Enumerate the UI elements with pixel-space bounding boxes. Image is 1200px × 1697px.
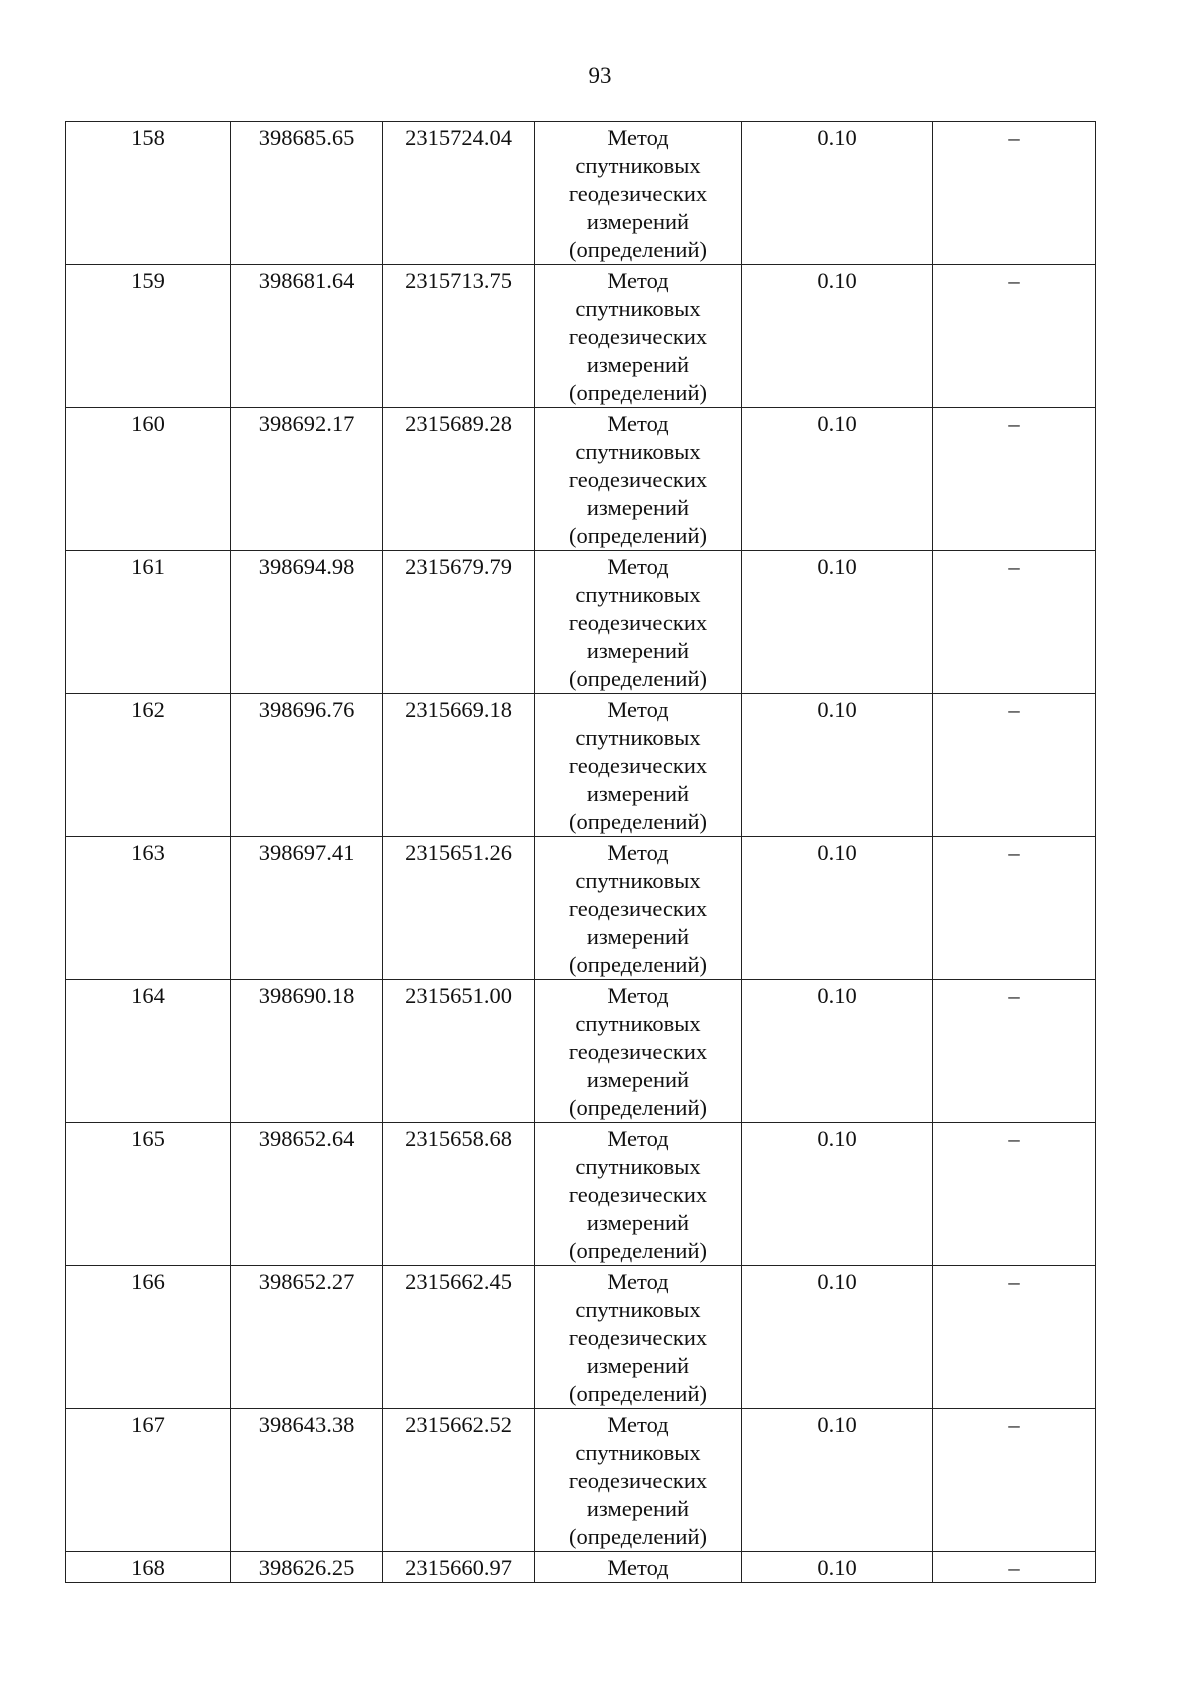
method-line: (определений) (569, 1524, 707, 1549)
method-cell (535, 1409, 742, 1552)
method-line: (определений) (569, 1095, 707, 1120)
method-line: Метод (607, 1126, 669, 1151)
accuracy-cell: 0.10 (742, 694, 933, 837)
method-cell (535, 408, 742, 551)
method-cell: Метод (535, 1552, 742, 1583)
method-line: спутниковых (575, 1154, 701, 1179)
coordinate-y-cell: 2315713.75 (383, 265, 535, 408)
accuracy-cell: 0.10 (742, 408, 933, 551)
coordinate-y-cell: 2315662.52 (383, 1409, 535, 1552)
method-line: геодезических (568, 1325, 708, 1350)
method-line: Метод (607, 411, 669, 436)
accuracy-cell: 0.10 (742, 980, 933, 1123)
method-line: измерений (586, 1496, 690, 1521)
coordinate-y-cell: 2315689.28 (383, 408, 535, 551)
note-cell: – (933, 1409, 1096, 1552)
method-line: Метод (607, 840, 669, 865)
point-number-cell: 167 (66, 1409, 231, 1552)
coordinate-y-cell: 2315724.04 (383, 122, 535, 265)
coordinate-x-cell: 398626.25 (231, 1552, 383, 1583)
method-text (539, 410, 737, 550)
table-row (66, 980, 1096, 1123)
page-number: 93 (588, 63, 612, 88)
method-line: измерений (586, 209, 690, 234)
note-cell: – (933, 408, 1096, 551)
coordinate-y-cell: 2315660.97 (383, 1552, 535, 1583)
coordinate-x-cell: 398696.76 (231, 694, 383, 837)
method-cell (535, 694, 742, 837)
coordinate-x-cell: 398692.17 (231, 408, 383, 551)
accuracy-cell: 0.10 (742, 1409, 933, 1552)
method-line: (определений) (569, 809, 707, 834)
method-line: измерений (586, 1210, 690, 1235)
point-number-cell: 159 (66, 265, 231, 408)
coordinate-y-cell: 2315651.26 (383, 837, 535, 980)
table-row (66, 1123, 1096, 1266)
method-text (539, 1268, 737, 1408)
note-cell: – (933, 980, 1096, 1123)
method-line: спутниковых (575, 725, 701, 750)
note-cell: – (933, 1123, 1096, 1266)
coordinate-x-cell: 398643.38 (231, 1409, 383, 1552)
method-text (539, 1125, 737, 1265)
method-line: (определений) (569, 1238, 707, 1263)
method-line: измерений (586, 352, 690, 377)
coordinate-y-cell: 2315658.68 (383, 1123, 535, 1266)
method-line: спутниковых (575, 582, 701, 607)
method-line: измерений (586, 1067, 690, 1092)
method-line: Метод (607, 125, 669, 150)
point-number-cell: 165 (66, 1123, 231, 1266)
method-text (539, 124, 737, 264)
method-line: измерений (586, 924, 690, 949)
note-cell: – (933, 1266, 1096, 1409)
method-line: Метод (607, 697, 669, 722)
coordinate-x-cell: 398685.65 (231, 122, 383, 265)
table-row (66, 1266, 1096, 1409)
method-line: (определений) (569, 380, 707, 405)
accuracy-cell: 0.10 (742, 1266, 933, 1409)
method-line: (определений) (569, 952, 707, 977)
method-cell (535, 1266, 742, 1409)
accuracy-cell: 0.10 (742, 837, 933, 980)
coordinate-x-cell: 398690.18 (231, 980, 383, 1123)
accuracy-cell: 0.10 (742, 265, 933, 408)
method-line: измерений (586, 1353, 690, 1378)
method-text (539, 839, 737, 979)
coordinate-x-cell: 398681.64 (231, 265, 383, 408)
method-line: спутниковых (575, 1297, 701, 1322)
method-line: Метод (607, 1412, 669, 1437)
note-cell: – (933, 837, 1096, 980)
method-line: Метод (607, 983, 669, 1008)
point-number-cell: 162 (66, 694, 231, 837)
method-line: измерений (586, 781, 690, 806)
method-line: спутниковых (575, 296, 701, 321)
method-cell (535, 551, 742, 694)
method-text (539, 696, 737, 836)
method-line: Метод (607, 554, 669, 579)
method-line: (определений) (569, 237, 707, 262)
method-text (539, 553, 737, 693)
accuracy-cell: 0.10 (742, 1552, 933, 1583)
table-row (66, 1552, 1096, 1583)
accuracy-cell: 0.10 (742, 1123, 933, 1266)
method-line: спутниковых (575, 439, 701, 464)
method-line: спутниковых (575, 868, 701, 893)
method-line: геодезических (568, 467, 708, 492)
note-cell: – (933, 1552, 1096, 1583)
method-line: геодезических (568, 610, 708, 635)
accuracy-cell: 0.10 (742, 551, 933, 694)
method-line: геодезических (568, 324, 708, 349)
method-cell (535, 1123, 742, 1266)
method-line: (определений) (569, 1381, 707, 1406)
note-cell: – (933, 694, 1096, 837)
method-cell (535, 837, 742, 980)
method-text (539, 982, 737, 1122)
method-line: спутниковых (575, 1440, 701, 1465)
table-row (66, 408, 1096, 551)
coordinate-y-cell: 2315662.45 (383, 1266, 535, 1409)
method-line: геодезических (568, 1182, 708, 1207)
method-line: Метод (607, 268, 669, 293)
coordinate-y-cell: 2315651.00 (383, 980, 535, 1123)
method-line: геодезических (568, 896, 708, 921)
table-row (66, 265, 1096, 408)
note-cell: – (933, 122, 1096, 265)
method-line: (определений) (569, 666, 707, 691)
point-number-cell: 168 (66, 1552, 231, 1583)
note-cell: – (933, 551, 1096, 694)
table-row (66, 122, 1096, 265)
point-number-cell: 163 (66, 837, 231, 980)
method-line: спутниковых (575, 153, 701, 178)
coordinate-y-cell: 2315679.79 (383, 551, 535, 694)
table-body (66, 122, 1096, 1583)
coordinate-x-cell: 398652.27 (231, 1266, 383, 1409)
table-row (66, 837, 1096, 980)
method-cell (535, 265, 742, 408)
method-line: Метод (607, 1269, 669, 1294)
coordinate-x-cell: 398694.98 (231, 551, 383, 694)
point-number-cell: 161 (66, 551, 231, 694)
method-line: геодезических (568, 181, 708, 206)
method-line: измерений (586, 495, 690, 520)
note-cell: – (933, 265, 1096, 408)
method-line: измерений (586, 638, 690, 663)
method-cell (535, 980, 742, 1123)
method-line: (определений) (569, 523, 707, 548)
method-line: геодезических (568, 1039, 708, 1064)
method-line: геодезических (568, 753, 708, 778)
method-line: спутниковых (575, 1011, 701, 1036)
point-number-cell: 164 (66, 980, 231, 1123)
method-line: геодезических (568, 1468, 708, 1493)
point-number-cell: 166 (66, 1266, 231, 1409)
point-number-cell: 158 (66, 122, 231, 265)
accuracy-cell: 0.10 (742, 122, 933, 265)
point-number-cell: 160 (66, 408, 231, 551)
table-row (66, 1409, 1096, 1552)
table-row (66, 551, 1096, 694)
coordinate-x-cell: 398652.64 (231, 1123, 383, 1266)
coordinate-y-cell: 2315669.18 (383, 694, 535, 837)
table-row (66, 694, 1096, 837)
method-cell (535, 122, 742, 265)
method-text (539, 267, 737, 407)
coordinate-x-cell: 398697.41 (231, 837, 383, 980)
coordinates-table (65, 121, 1096, 1583)
method-text (539, 1411, 737, 1551)
